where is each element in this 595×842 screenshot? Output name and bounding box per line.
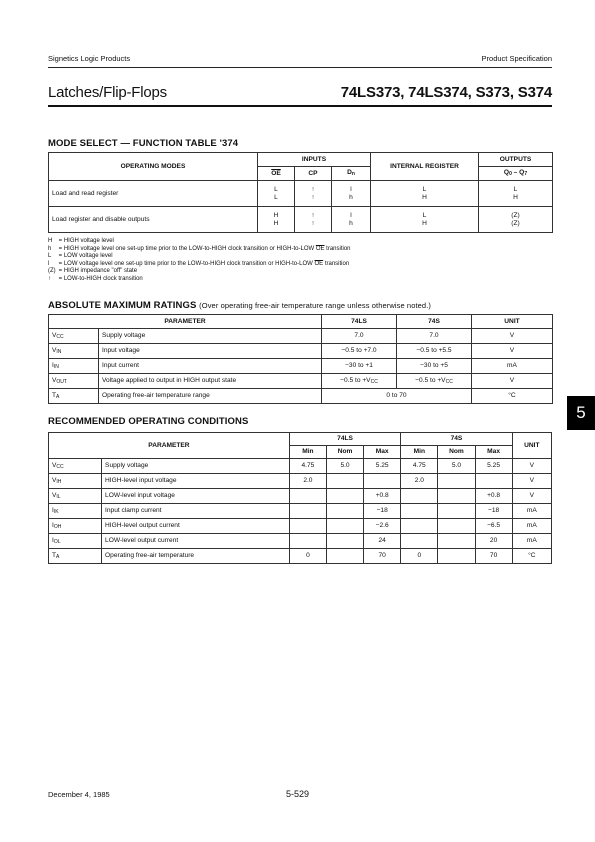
page-title-parts: 74LS373, 74LS374, S373, S374 bbox=[340, 84, 552, 101]
cell-value bbox=[475, 474, 512, 489]
cell-unit: V bbox=[512, 489, 551, 504]
cell-value: (Z) bbox=[511, 211, 520, 219]
param-desc: HIGH-level output current bbox=[102, 519, 290, 534]
page-title-family: Latches/Flip-Flops bbox=[48, 84, 167, 101]
param-symbol: $T_A$ bbox=[49, 389, 99, 404]
cell-value: −0.5 to +7.0 bbox=[322, 344, 397, 359]
cell-value: 0 bbox=[401, 549, 438, 564]
table-row bbox=[49, 489, 552, 504]
cell-value: l bbox=[350, 185, 352, 193]
col-outputs: OUTPUTS bbox=[479, 153, 553, 167]
cell-value: −18 bbox=[364, 504, 401, 519]
cell-value bbox=[326, 549, 363, 564]
param-desc: LOW-level input voltage bbox=[102, 489, 290, 504]
mode-select-legend bbox=[48, 238, 548, 284]
col-internal-register: INTERNAL REGISTER bbox=[371, 153, 479, 181]
col-74s: 74S bbox=[401, 433, 512, 446]
col-parameter: PARAMETER bbox=[49, 315, 322, 329]
cell-unit: °C bbox=[472, 389, 553, 404]
cell-value: 4.75 bbox=[289, 459, 326, 474]
cell-value: 5.25 bbox=[364, 459, 401, 474]
cell-value: H bbox=[422, 193, 427, 201]
section-tab: 5 bbox=[567, 396, 595, 430]
cell-value: −2.6 bbox=[364, 519, 401, 534]
cell-value bbox=[438, 519, 475, 534]
col-oe: $\overline{OE}$ bbox=[258, 167, 295, 181]
cell-value bbox=[326, 534, 363, 549]
param-symbol: $V_{IH}$ bbox=[49, 474, 102, 489]
cell-value: 70 bbox=[364, 549, 401, 564]
table-row bbox=[49, 504, 552, 519]
cell-value: −0.5 to +5.5 bbox=[397, 344, 472, 359]
col-cp: CP bbox=[295, 167, 332, 181]
table-row bbox=[49, 359, 553, 374]
cell-value bbox=[438, 489, 475, 504]
col-74s: 74S bbox=[397, 315, 472, 329]
col-dn: $D_n$ bbox=[332, 167, 371, 181]
mode-select-table bbox=[48, 152, 553, 233]
cell-value bbox=[438, 504, 475, 519]
legend-item: L = LOW voltage level bbox=[48, 253, 113, 260]
cell-value: 5.25 bbox=[475, 459, 512, 474]
cell-value: 2.0 bbox=[401, 474, 438, 489]
cell-value: L bbox=[422, 211, 427, 219]
param-symbol: $V_{IN}$ bbox=[49, 344, 99, 359]
cell-value: h bbox=[349, 219, 353, 227]
cell-unit: mA bbox=[472, 359, 553, 374]
rec-op-table bbox=[48, 432, 552, 564]
cell-value: L bbox=[274, 185, 278, 193]
param-desc: Supply voltage bbox=[102, 459, 290, 474]
col-74ls: 74LS bbox=[289, 433, 400, 446]
cell-value: −30 to +1 bbox=[322, 359, 397, 374]
param-desc: Input clamp current bbox=[102, 504, 290, 519]
table-row bbox=[49, 344, 553, 359]
param-symbol: $V_{CC}$ bbox=[49, 329, 99, 344]
cell-value bbox=[326, 474, 363, 489]
param-symbol: $I_{IN}$ bbox=[49, 359, 99, 374]
cell-unit: mA bbox=[512, 504, 551, 519]
param-symbol: $T_A$ bbox=[49, 549, 102, 564]
cell-value bbox=[326, 519, 363, 534]
cell-value: H bbox=[422, 219, 427, 227]
cell-value: L bbox=[274, 193, 278, 201]
mode-label: Load register and disable outputs bbox=[49, 207, 258, 233]
table-row bbox=[49, 534, 552, 549]
cell-value: 7.0 bbox=[397, 329, 472, 344]
cell-value: l bbox=[350, 211, 352, 219]
table-row bbox=[49, 519, 552, 534]
cell-value bbox=[438, 549, 475, 564]
legend-item: l = LOW voltage level one set-up time prior to the LOW-to-HIGH clock transition or HIGH-to-LOW $\overline{OE}$ transition bbox=[48, 260, 350, 267]
table-row bbox=[49, 389, 553, 404]
param-symbol: $I_{OL}$ bbox=[49, 534, 102, 549]
cell-value bbox=[289, 504, 326, 519]
cell-value: 4.75 bbox=[401, 459, 438, 474]
cell-value bbox=[289, 534, 326, 549]
cell-value: h bbox=[349, 193, 353, 201]
param-symbol: $V_{IL}$ bbox=[49, 489, 102, 504]
col-nom: Nom bbox=[438, 446, 475, 459]
clock-rising-icon: ↑ bbox=[311, 211, 315, 219]
table-row bbox=[49, 374, 553, 389]
cell-unit: V bbox=[512, 474, 551, 489]
table-row bbox=[49, 549, 552, 564]
cell-value bbox=[289, 489, 326, 504]
param-symbol: $I_{IK}$ bbox=[49, 504, 102, 519]
cell-value: L bbox=[513, 185, 518, 193]
cell-value: 20 bbox=[475, 534, 512, 549]
cell-unit: mA bbox=[512, 519, 551, 534]
cell-value bbox=[438, 534, 475, 549]
footer-date: December 4, 1985 bbox=[48, 790, 110, 799]
col-inputs: INPUTS bbox=[258, 153, 371, 167]
legend-item: h = HIGH voltage level one set-up time prior to the LOW-to-HIGH clock transition or HIGH-to-LOW $\overline{OE}$ transition bbox=[48, 245, 351, 252]
cell-value: 2.0 bbox=[289, 474, 326, 489]
page-number: 5-529 bbox=[286, 789, 310, 799]
param-symbol: $V_{OUT}$ bbox=[49, 374, 99, 389]
clock-rising-icon: ↑ bbox=[311, 185, 315, 193]
cell-value: (Z) bbox=[511, 219, 520, 227]
cell-value: H bbox=[273, 219, 279, 227]
table-row bbox=[49, 459, 552, 474]
cell-value: 5.0 bbox=[326, 459, 363, 474]
cell-unit: °C bbox=[512, 549, 551, 564]
cell-value bbox=[364, 474, 401, 489]
param-desc: Supply voltage bbox=[99, 329, 322, 344]
cell-unit: V bbox=[472, 344, 553, 359]
param-desc: HIGH-level input voltage bbox=[102, 474, 290, 489]
cell-value: 24 bbox=[364, 534, 401, 549]
param-desc: Operating free-air temperature bbox=[102, 549, 290, 564]
cell-value: −18 bbox=[475, 504, 512, 519]
cell-value: 7.0 bbox=[322, 329, 397, 344]
table-row bbox=[49, 474, 552, 489]
cell-value: 0 bbox=[289, 549, 326, 564]
cell-value bbox=[326, 489, 363, 504]
cell-value: −0.5 to $+V_{CC}$ bbox=[322, 374, 397, 389]
legend-item: (Z) = HIGH impedance "off" state bbox=[48, 268, 138, 275]
param-desc: Input current bbox=[99, 359, 322, 374]
title-rule bbox=[48, 105, 552, 107]
mode-select-heading: MODE SELECT — FUNCTION TABLE '374 bbox=[48, 138, 239, 149]
cell-unit: mA bbox=[512, 534, 551, 549]
cell-unit: V bbox=[472, 374, 553, 389]
cell-value: L bbox=[422, 185, 427, 193]
cell-value bbox=[401, 534, 438, 549]
cell-value: 70 bbox=[475, 549, 512, 564]
param-desc: Voltage applied to output in HIGH output state bbox=[99, 374, 322, 389]
clock-rising-icon: ↑ bbox=[311, 193, 315, 201]
cell-unit: V bbox=[512, 459, 551, 474]
table-row bbox=[49, 207, 553, 233]
cell-value: −30 to +5 bbox=[397, 359, 472, 374]
col-parameter: PARAMETER bbox=[49, 433, 290, 459]
cell-value bbox=[326, 504, 363, 519]
table-row bbox=[49, 329, 553, 344]
param-desc: Input voltage bbox=[99, 344, 322, 359]
col-q: $Q_0 - Q_7$ bbox=[479, 167, 553, 181]
col-min: Min bbox=[289, 446, 326, 459]
table-row bbox=[49, 181, 553, 207]
param-symbol: $V_{CC}$ bbox=[49, 459, 102, 474]
cell-value: 0 to 70 bbox=[322, 389, 472, 404]
col-min: Min bbox=[401, 446, 438, 459]
cell-value bbox=[438, 474, 475, 489]
param-symbol: $I_{OH}$ bbox=[49, 519, 102, 534]
clock-rising-icon: ↑ bbox=[48, 275, 51, 282]
cell-value bbox=[401, 519, 438, 534]
header-rule bbox=[48, 67, 552, 68]
abs-max-heading: ABSOLUTE MAXIMUM RATINGS (Over operating free-air temperature range unless otherwise noted.) bbox=[48, 300, 431, 311]
cell-value bbox=[401, 504, 438, 519]
col-nom: Nom bbox=[326, 446, 363, 459]
cell-unit: V bbox=[472, 329, 553, 344]
rec-op-heading: RECOMMENDED OPERATING CONDITIONS bbox=[48, 416, 249, 427]
col-unit: UNIT bbox=[512, 433, 551, 459]
cell-value: +0.8 bbox=[475, 489, 512, 504]
col-max: Max bbox=[475, 446, 512, 459]
col-74ls: 74LS bbox=[322, 315, 397, 329]
abs-max-table bbox=[48, 314, 553, 404]
cell-value: −6.5 bbox=[475, 519, 512, 534]
header-doc-type: Product Specification bbox=[481, 54, 552, 63]
legend-item: H = HIGH voltage level bbox=[48, 238, 114, 244]
clock-rising-icon: ↑ bbox=[311, 219, 315, 227]
col-max: Max bbox=[364, 446, 401, 459]
legend-item: ↑ = LOW-to-HIGH clock transition bbox=[48, 275, 143, 282]
cell-value: 5.0 bbox=[438, 459, 475, 474]
col-operating-modes: OPERATING MODES bbox=[49, 153, 258, 181]
cell-value: +0.8 bbox=[364, 489, 401, 504]
param-desc: LOW-level output current bbox=[102, 534, 290, 549]
cell-value bbox=[289, 519, 326, 534]
cell-value: H bbox=[513, 193, 518, 201]
mode-label: Load and read register bbox=[49, 181, 258, 207]
cell-value: H bbox=[273, 211, 279, 219]
header-source: Signetics Logic Products bbox=[48, 54, 131, 63]
cell-value bbox=[401, 489, 438, 504]
param-desc: Operating free-air temperature range bbox=[99, 389, 322, 404]
col-unit: UNIT bbox=[472, 315, 553, 329]
cell-value: −0.5 to $+V_{CC}$ bbox=[397, 374, 472, 389]
